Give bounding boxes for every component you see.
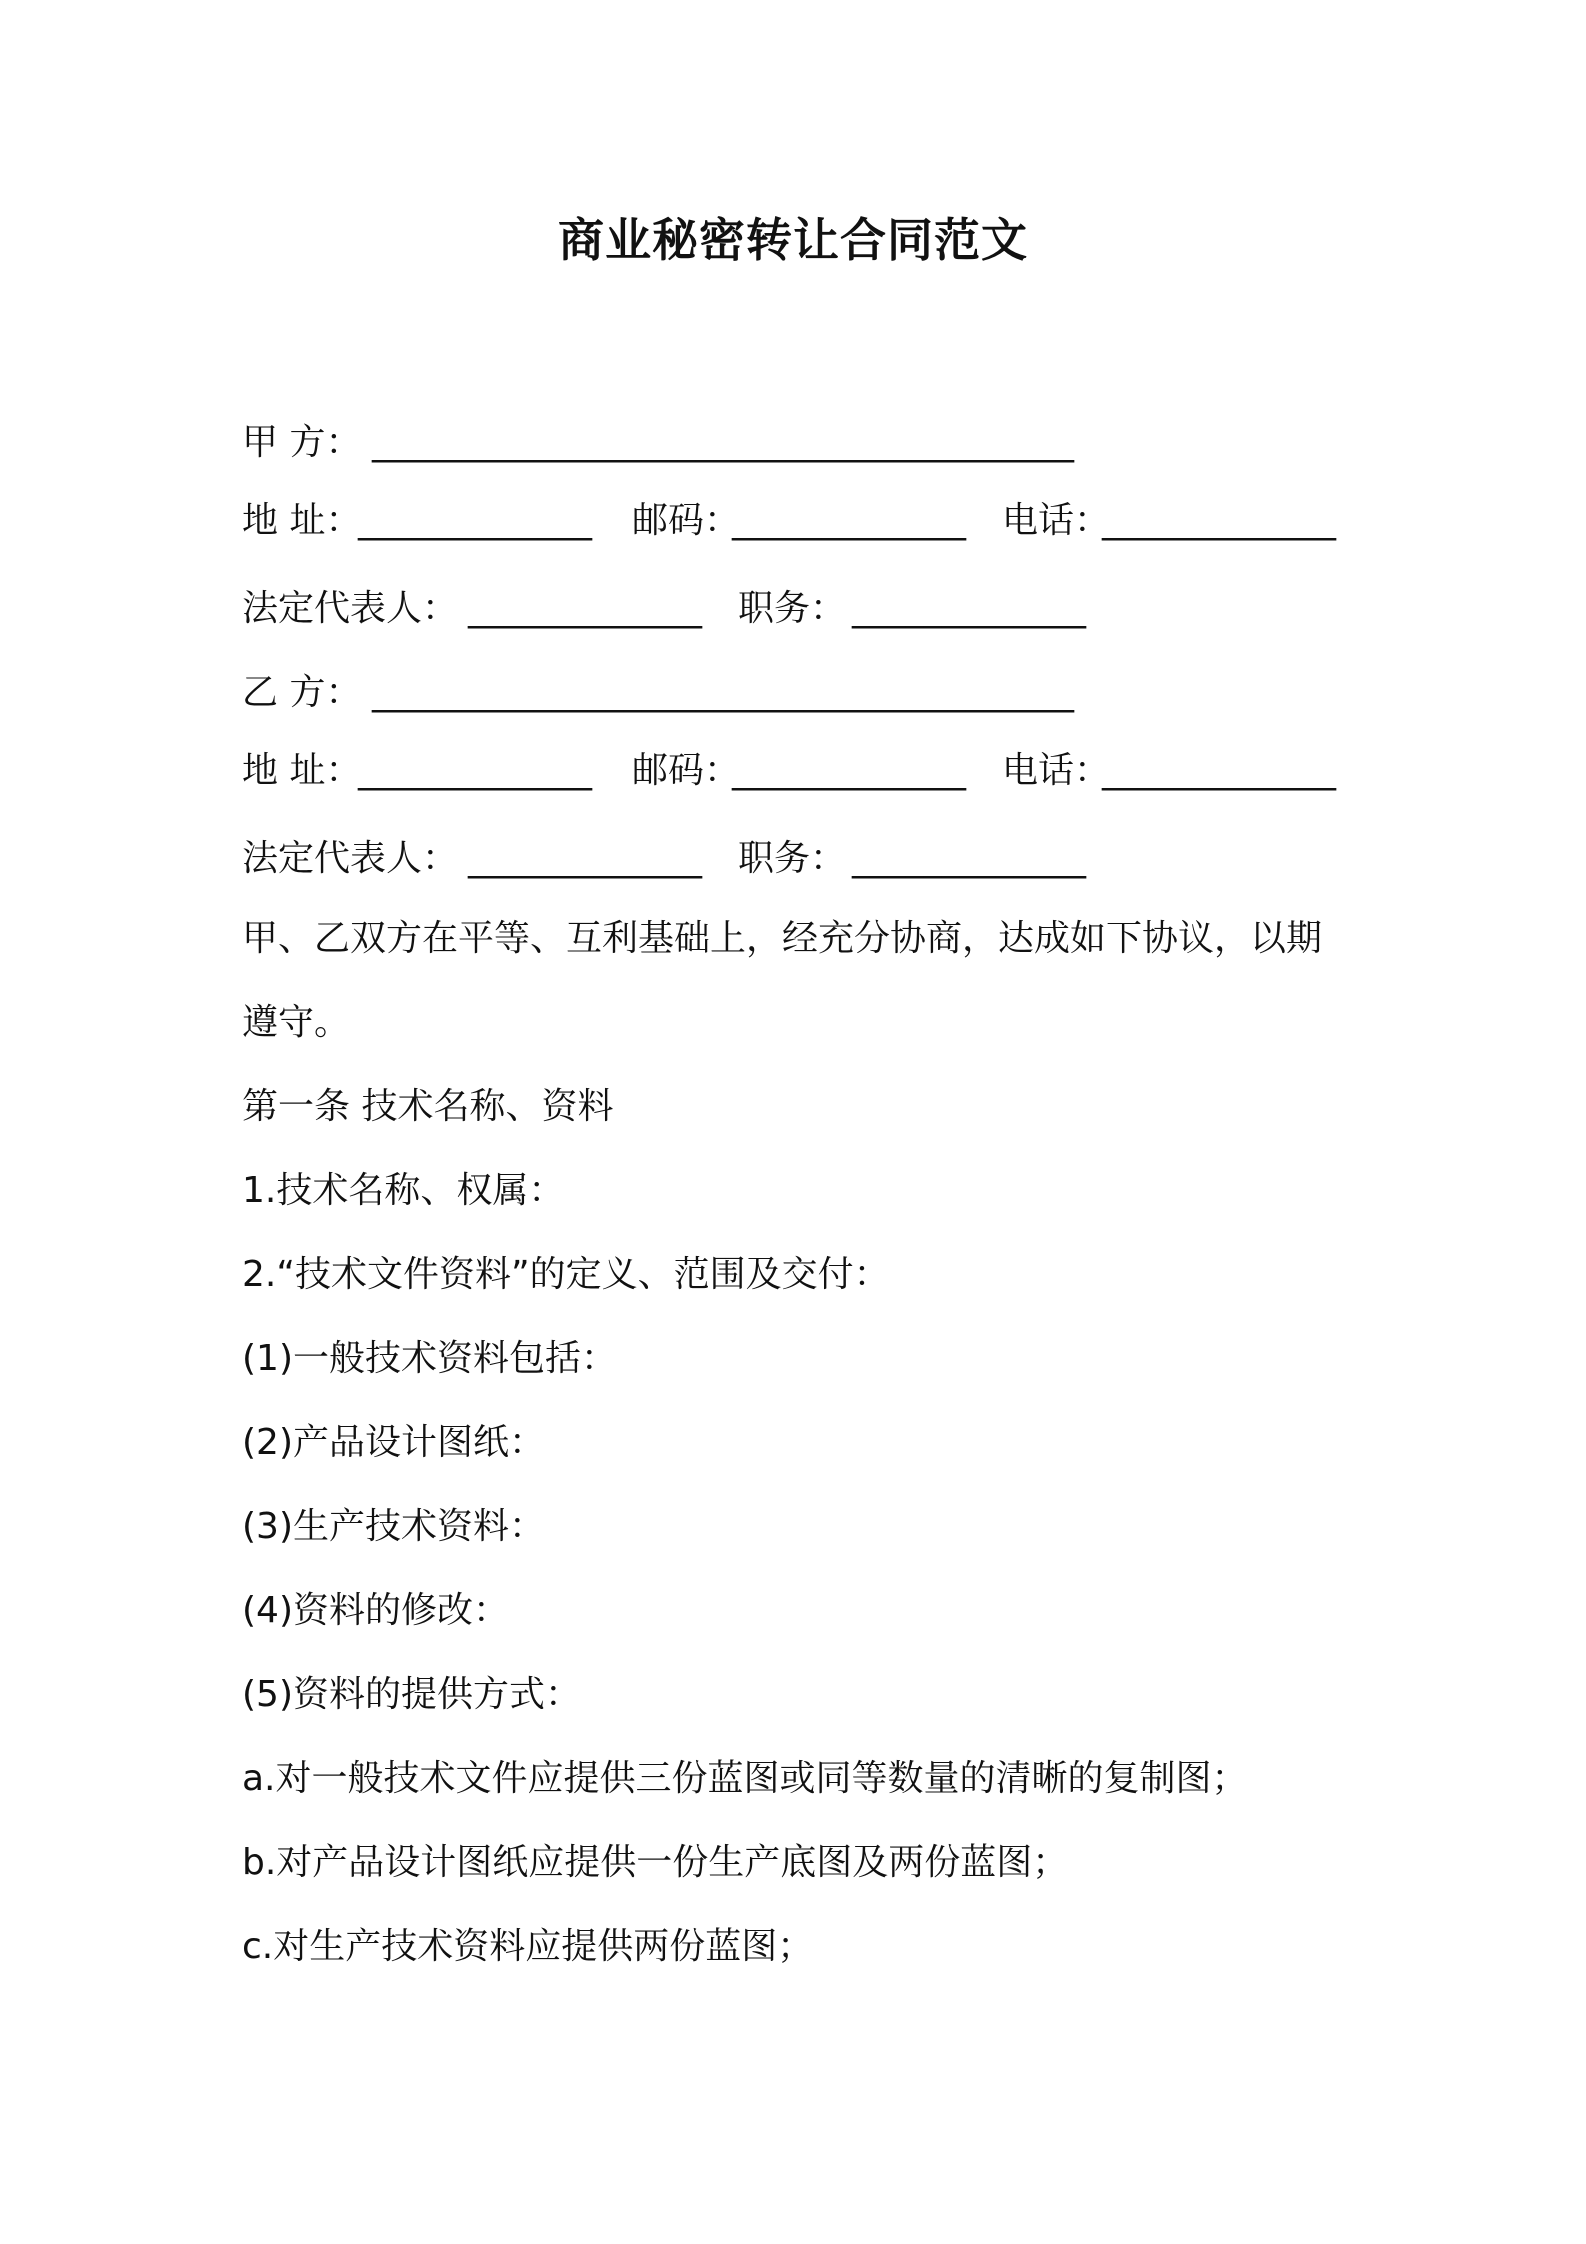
list-item: a.对一般技术文件应提供三份蓝图或同等数量的清晰的复制图； [242,1758,1248,1799]
list-item: 2.“技术文件资料”的定义、范围及交付： [242,1254,890,1295]
party-b-name-blank: _______________________________________ [372,672,1074,713]
list-item: (2)产品设计图纸： [242,1422,545,1463]
party-b-address-label: 地 址： [242,750,362,791]
intro-line-1: 甲、乙双方在平等、互利基础上，经充分协商，达成如下协议，以期 [242,918,1323,959]
list-item: (4)资料的修改： [242,1590,509,1631]
list-item: b.对产品设计图纸应提供一份生产底图及两份蓝图； [242,1842,1069,1883]
list-item: 1.技术名称、权属： [242,1170,565,1211]
party-b-rep-label: 法定代表人： [242,838,459,879]
list-item: (5)资料的提供方式： [242,1674,581,1715]
document-title: 商业秘密转让合同范文 [558,213,1028,267]
party-b-phone-blank: _____________ [1102,750,1336,791]
party-a-phone-blank: _____________ [1102,500,1336,541]
party-a-rep-label: 法定代表人： [242,588,459,629]
party-b-rep-blank: _____________ [468,838,702,879]
list-item: c.对生产技术资料应提供两份蓝图； [242,1926,814,1967]
party-a-name-label: 甲 方： [242,422,362,463]
party-b-phone-label: 电话： [1002,750,1111,791]
party-b-postcode-blank: _____________ [732,750,966,791]
list-item: (3)生产技术资料： [242,1506,545,1547]
party-a-postcode-blank: _____________ [732,500,966,541]
party-a-name-blank: _______________________________________ [372,422,1074,463]
party-b-postcode-label: 邮码： [632,750,741,791]
party-b-name-label: 乙 方： [242,672,362,713]
party-a-postcode-label: 邮码： [632,500,741,541]
list-item: (1)一般技术资料包括： [242,1338,617,1379]
party-b-address-blank: _____________ [358,750,592,791]
party-a-phone-label: 电话： [1002,500,1111,541]
party-a-address-label: 地 址： [242,500,362,541]
party-b-position-blank: _____________ [852,838,1086,879]
party-b-position-label: 职务： [738,838,847,879]
party-a-rep-blank: _____________ [468,588,702,629]
intro-line-2: 遵守。 [242,1002,351,1043]
party-a-address-blank: _____________ [358,500,592,541]
party-a-position-label: 职务： [738,588,847,629]
article-heading: 第一条 技术名称、资料 [242,1086,614,1127]
party-a-position-blank: _____________ [852,588,1086,629]
